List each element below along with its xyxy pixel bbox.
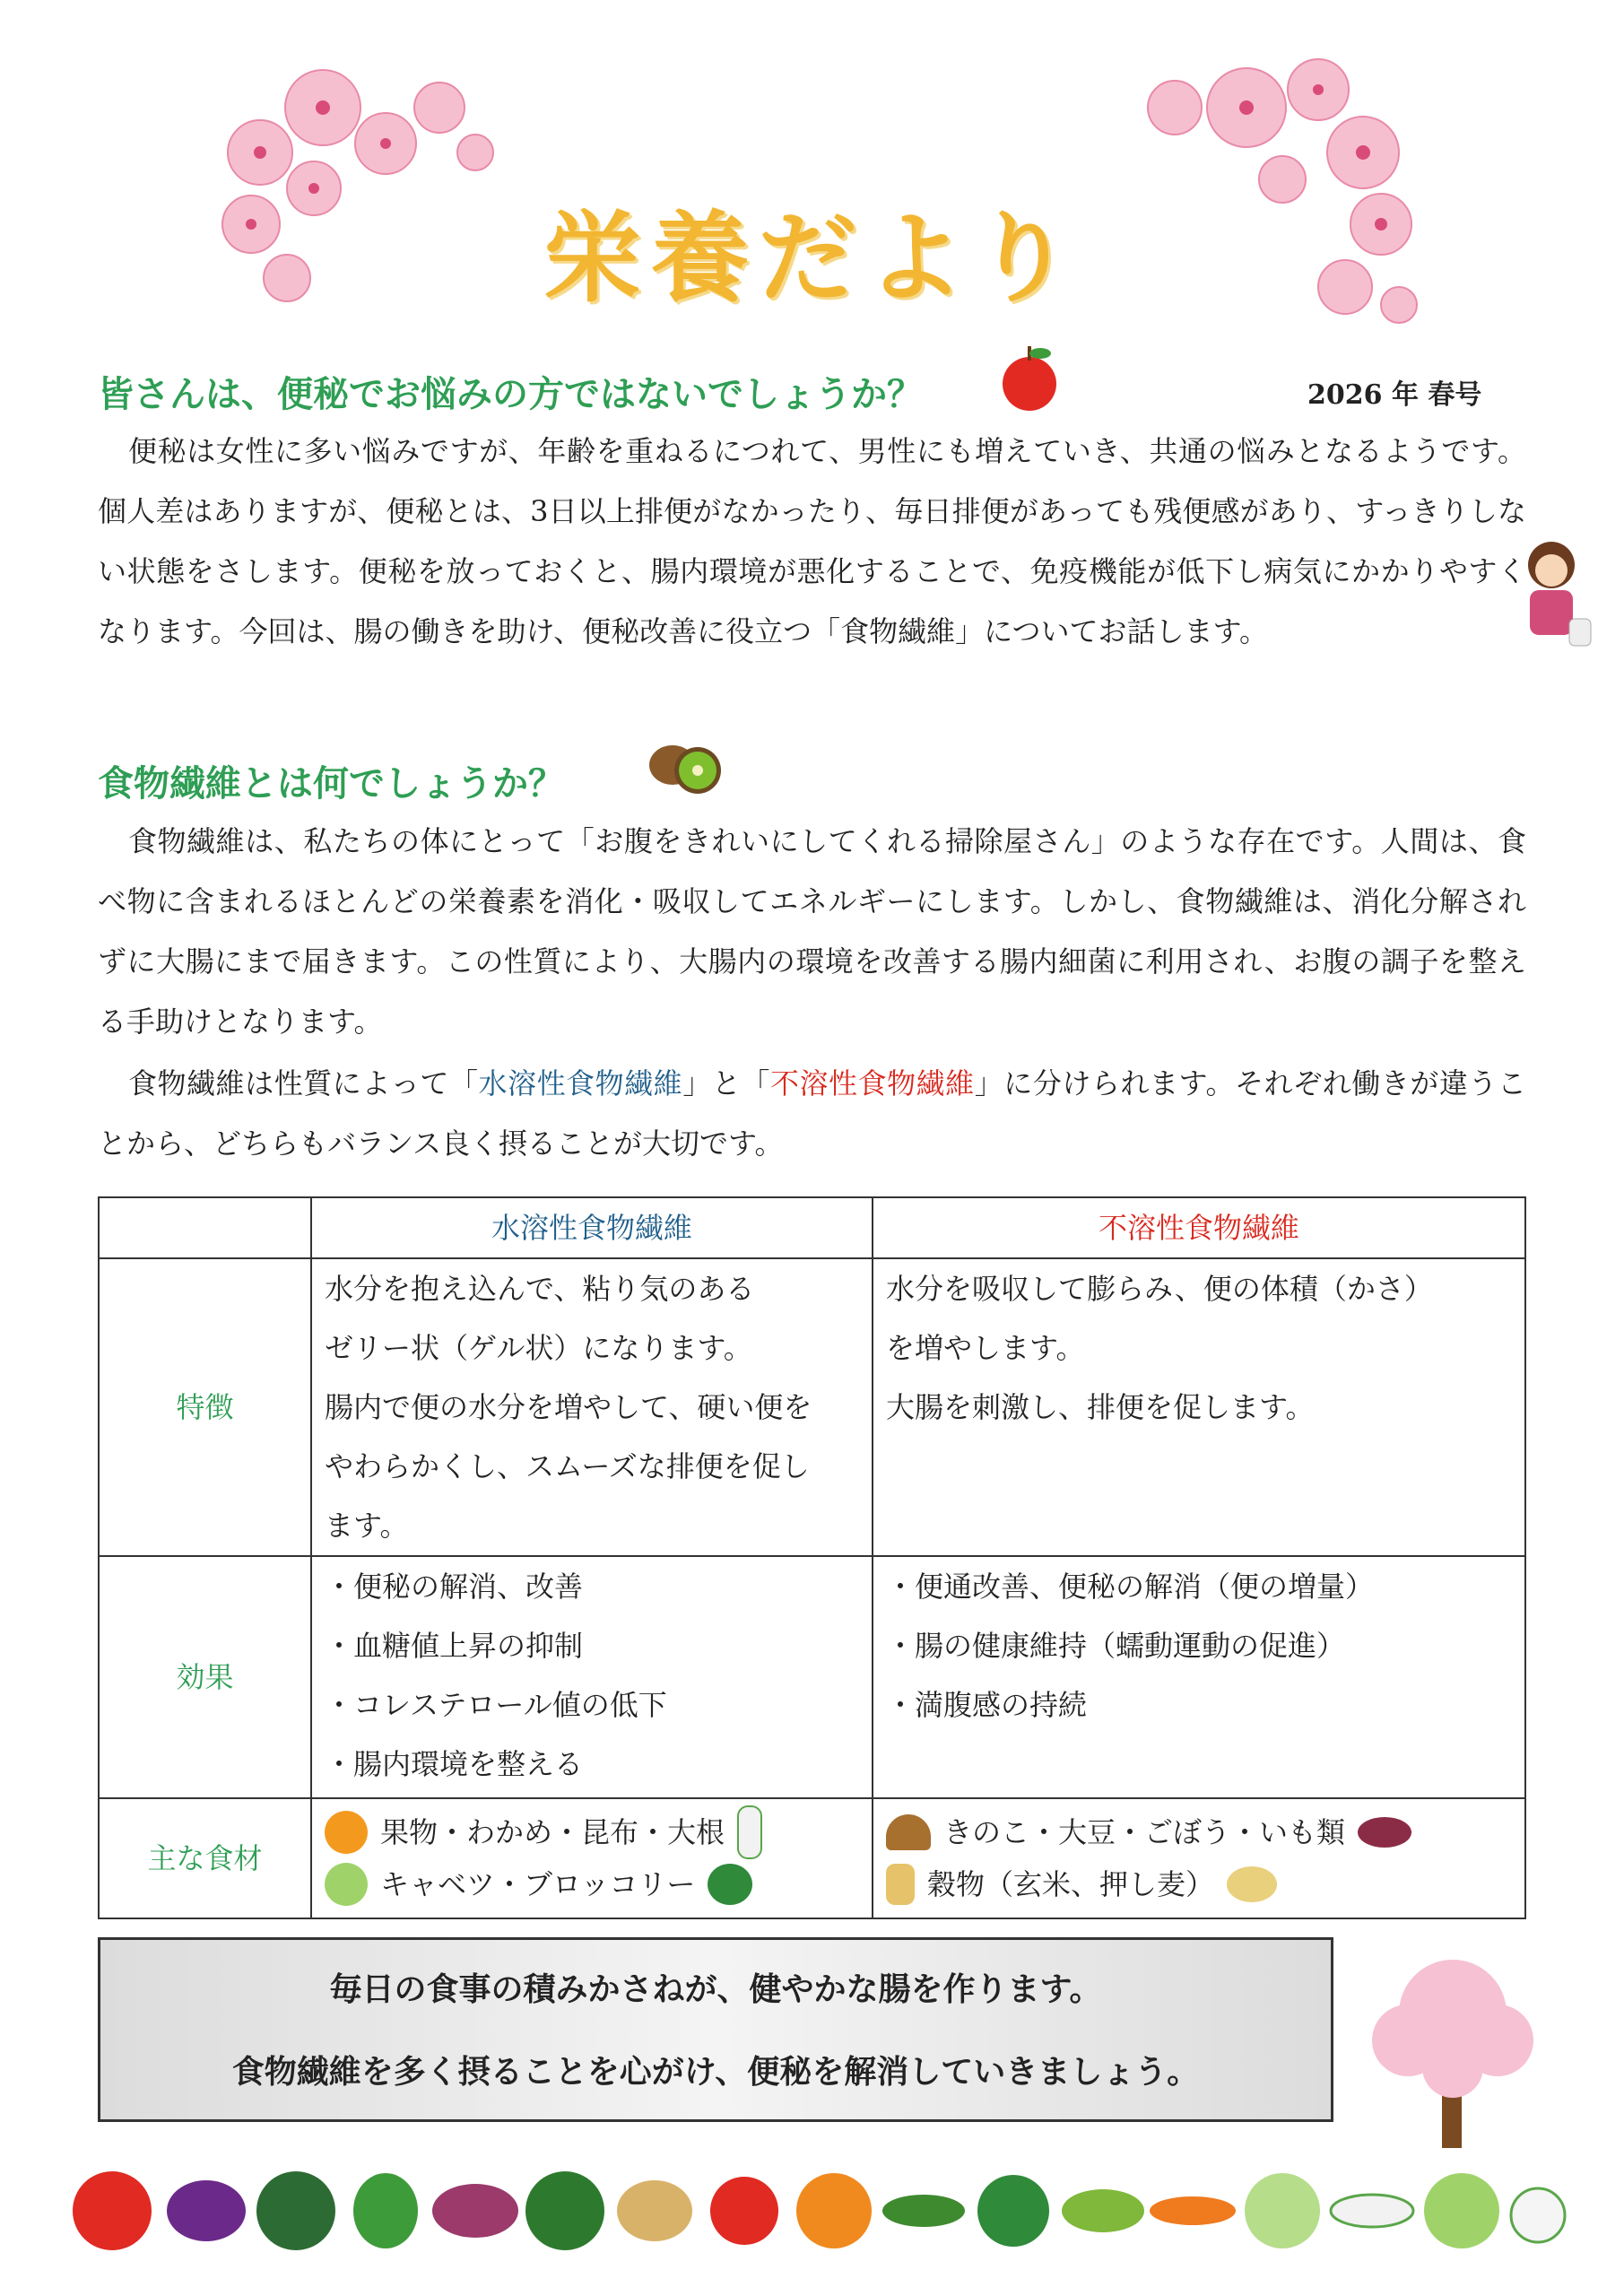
pumpkin-icon <box>256 2171 335 2250</box>
daikon-icon <box>737 1805 762 1859</box>
wheat-icon <box>886 1864 915 1905</box>
watermelon-icon <box>525 2171 604 2250</box>
carrot-icon <box>1150 2196 1236 2225</box>
list-item: 水分を抱え込んで、粘り気のある <box>325 1272 755 1306</box>
broccoli-icon <box>708 1864 752 1905</box>
p2-insoluble: 不溶性食物繊維 <box>769 1066 975 1100</box>
vegetable-border <box>63 2161 1569 2260</box>
section2-heading: 食物繊維とは何でしょうか？ <box>98 763 564 804</box>
section2-paragraph1 <box>98 812 1526 1052</box>
col-insoluble-header: 不溶性食物繊維 <box>873 1197 1525 1258</box>
list-item: ・便秘の解消、改善 <box>325 1570 584 1604</box>
foods-insoluble-cell <box>873 1798 1525 1918</box>
cabbage-strip-icon <box>1424 2173 1499 2248</box>
table-row-effects <box>99 1556 1525 1798</box>
list-item: 腸内で便の水分を増やして、硬い便を <box>325 1390 812 1424</box>
cabbage-icon <box>325 1863 368 1906</box>
list-item: ・満腹感の持続 <box>886 1688 1088 1722</box>
fiber-comparison-table <box>98 1196 1526 1919</box>
foods-insoluble-line1: きのこ・大豆・ごぼう・いも類 <box>943 1815 1346 1849</box>
section1-heading: 皆さんは、便秘でお悩みの方ではないでしょうか？ <box>98 374 923 415</box>
issue-label: 2026 年 春号 <box>1307 379 1482 411</box>
row-label-foods: 主な食材 <box>99 1798 311 1918</box>
p2-part1: 食物繊維は性質によって「 <box>128 1066 479 1100</box>
effects-soluble-cell <box>311 1556 873 1798</box>
features-insoluble-cell <box>873 1258 1525 1556</box>
edamame-icon <box>1062 2189 1144 2232</box>
list-item: 大腸を刺激し、排便を促します。 <box>886 1390 1315 1424</box>
daikon-strip-icon <box>1331 2195 1413 2227</box>
worried-woman-icon <box>1507 538 1596 655</box>
sweet-potato-strip-icon <box>432 2184 518 2238</box>
list-item: ます。 <box>325 1509 409 1543</box>
callout-line2: 食物繊維を多く摂ることを心がけ、便秘を解消していきましょう。 <box>231 2054 1200 2091</box>
list-item: やわらかくし、スムーズな排便を促し <box>325 1449 810 1483</box>
list-item: ・血糖値上昇の抑制 <box>325 1629 584 1663</box>
cherry-tree-icon <box>1363 1951 1542 2148</box>
section1-paragraph <box>98 422 1526 662</box>
tomato-icon <box>73 2171 152 2250</box>
soybeans-icon <box>1227 1866 1277 1902</box>
sweet-potato-icon <box>1358 1817 1411 1848</box>
kiwi-icon <box>646 731 726 803</box>
row-label-effects: 効果 <box>99 1556 311 1798</box>
potato-icon <box>617 2180 692 2241</box>
foods-soluble-line1: 果物・わかめ・昆布・大根 <box>380 1815 725 1849</box>
summary-callout <box>98 1937 1333 2122</box>
apple-icon <box>995 341 1064 413</box>
eggplant-icon <box>167 2180 246 2241</box>
p2-part2: 」と「 <box>682 1066 770 1100</box>
mushroom-icon <box>886 1814 931 1850</box>
table-corner-cell <box>99 1197 311 1258</box>
section1-text: 便秘は女性に多い悩みですが、年齢を重ねるにつれて、男性にも増えていき、共通の悩みとなるようです。個人差はありますが、便秘とは、3日以上排便がなかったり、毎日排便があっても残便感があり、すっきりしない状態をさします。便秘を放っておくと、腸内環境が悪化することで、免疫機能が低下し病気にかかりやすくなります。今回は、腸の働きを助け、便秘改善に役立つ「食物繊維」についてお話します。 <box>98 434 1526 648</box>
list-item: ・便通改善、便秘の解消（便の増量） <box>886 1570 1375 1604</box>
features-soluble-cell <box>311 1258 873 1556</box>
broccoli-strip-icon <box>977 2175 1049 2247</box>
list-item: 水分を吸収して膨らみ、便の体積（かさ） <box>886 1272 1433 1306</box>
orange-icon <box>325 1811 368 1854</box>
effects-insoluble-cell <box>873 1556 1525 1798</box>
foods-insoluble-line2: 穀物（玄米、押し麦） <box>927 1867 1215 1901</box>
list-item: ・腸内環境を整える <box>325 1747 584 1781</box>
section2-paragraph2 <box>98 1054 1526 1174</box>
callout-line1: 毎日の食事の積みかさねが、健やかな腸を作ります。 <box>329 1971 1102 2008</box>
foods-soluble-line2: キャベツ・ブロッコリー <box>380 1867 696 1901</box>
p2-part3: 」に分けられます。それぞれ働きが違うことから、どちらもバランス良く摂ることが大切です。 <box>98 1066 1526 1161</box>
cherry-tomato-icon <box>710 2177 778 2245</box>
pepper-icon <box>353 2173 418 2248</box>
table-header-row <box>99 1197 1525 1258</box>
cucumber-icon <box>882 2195 965 2227</box>
page-title: 栄養だより <box>543 201 1081 316</box>
col-soluble-header: 水溶性食物繊維 <box>311 1197 873 1258</box>
p2-soluble: 水溶性食物繊維 <box>478 1066 683 1100</box>
table-row-features <box>99 1258 1525 1556</box>
list-item: ・腸の健康維持（蠕動運動の促進） <box>886 1629 1346 1663</box>
foods-soluble-cell <box>311 1798 873 1918</box>
table-row-foods <box>99 1798 1525 1918</box>
list-item: を増やします。 <box>886 1331 1085 1365</box>
onion-icon <box>796 2173 872 2248</box>
list-item: ・コレステロール値の低下 <box>325 1688 667 1722</box>
lettuce-icon <box>1245 2173 1320 2248</box>
section2-text1: 食物繊維は、私たちの体にとって「お腹をきれいにしてくれる掃除屋さん」のような存在です。人間は、食べ物に含まれるほとんどの栄養素を消化・吸収してエネルギーにします。しかし、食物繊維は、消化分解されずに大腸にまで届きます。この性質により、大腸内の環境を改善する腸内細菌に利用され、お腹の調子を整える手助けとなります。 <box>98 824 1526 1039</box>
list-item: ゼリー状（ゲル状）になります。 <box>325 1331 752 1365</box>
turnip-icon <box>1511 2188 1565 2242</box>
row-label-features: 特徴 <box>99 1258 311 1556</box>
